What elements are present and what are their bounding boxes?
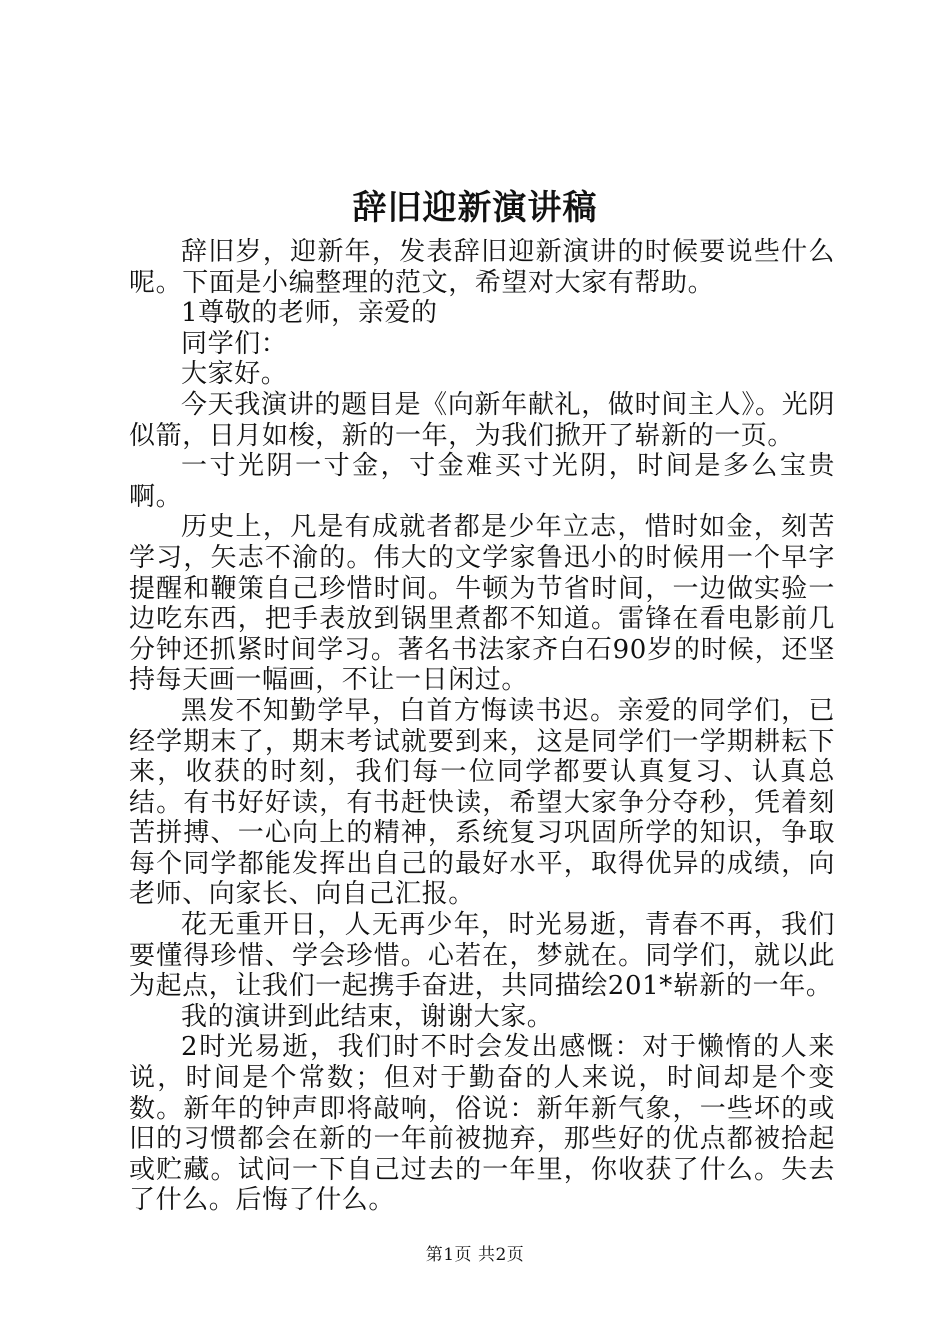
paragraph-proverb: 一寸光阴一寸金，寸金难买寸光阴，时间是多么宝贵啊。 — [129, 451, 835, 512]
paragraph-closing: 我的演讲到此结束，谢谢大家。 — [181, 1001, 554, 1032]
paragraph-intro: 辞旧岁，迎新年，发表辞旧迎新演讲的时候要说些什么呢。下面是小编整理的范文，希望对大家有帮助。 — [129, 237, 835, 298]
document-body — [129, 237, 835, 1216]
paragraph-topic: 今天我演讲的题目是《向新年献礼，做时间主人》。光阴似箭，日月如梭，新的一年，为我们掀开了崭新的一页。 — [129, 389, 835, 451]
paragraph-study: 黑发不知勤学早，白首方悔读书迟。亲爱的同学们，已经学期末了，期末考试就要到来，这是同学们一学期耕耘下来，收获的时刻，我们每一位同学都要认真复习、认真总结。有书好好读，有书赶快读，希望大家争分夺秒，凭着刻苦拼搏、一心向上的精神，系统复习巩固所学的知识，争取每个同学都能发挥出自己的最好水平，取得优异的成绩，向老师、向家长、向自己汇报。 — [129, 695, 835, 910]
paragraph-cherish: 花无重开日，人无再少年，时光易逝，青春不再，我们要懂得珍惜、学会珍惜。心若在，梦就在。同学们，就以此为起点，让我们一起携手奋进，共同描绘201*崭新的一年。 — [129, 910, 835, 1002]
paragraph-salutation-cont: 同学们： — [181, 328, 288, 359]
page-footer: 第1页 共2页 — [425, 1245, 525, 1265]
document-title: 辞旧迎新演讲稿 — [352, 188, 598, 228]
paragraph-history: 历史上，凡是有成就者都是少年立志，惜时如金，刻苦学习，矢志不渝的。伟大的文学家鲁迅小的时候用一个早字提醒和鞭策自己珍惜时间。牛顿为节省时间，一边做实验一边吃东西，把手表放到锅里煮都不知道。雷锋在看电影前几分钟还抓紧时间学习。著名书法家齐白石90岁的时候，还坚持每天画一幅画，不让一日闲过。 — [129, 512, 835, 696]
paragraph-salutation: 1尊敬的老师，亲爱的 — [181, 298, 438, 329]
paragraph-second-speech: 2时光易逝，我们时不时会发出感慨：对于懒惰的人来说，时间是个常数；但对于勤奋的人来说，时间却是个变数。新年的钟声即将敲响，俗说：新年新气象，一些坏的或旧的习惯都会在新的一年前被抛弃，那些好的优点都被拾起或贮藏。试问一下自己过去的一年里，你收获了什么。失去了什么。后悔了什么。 — [129, 1032, 835, 1216]
paragraph-greeting: 大家好。 — [181, 359, 288, 390]
